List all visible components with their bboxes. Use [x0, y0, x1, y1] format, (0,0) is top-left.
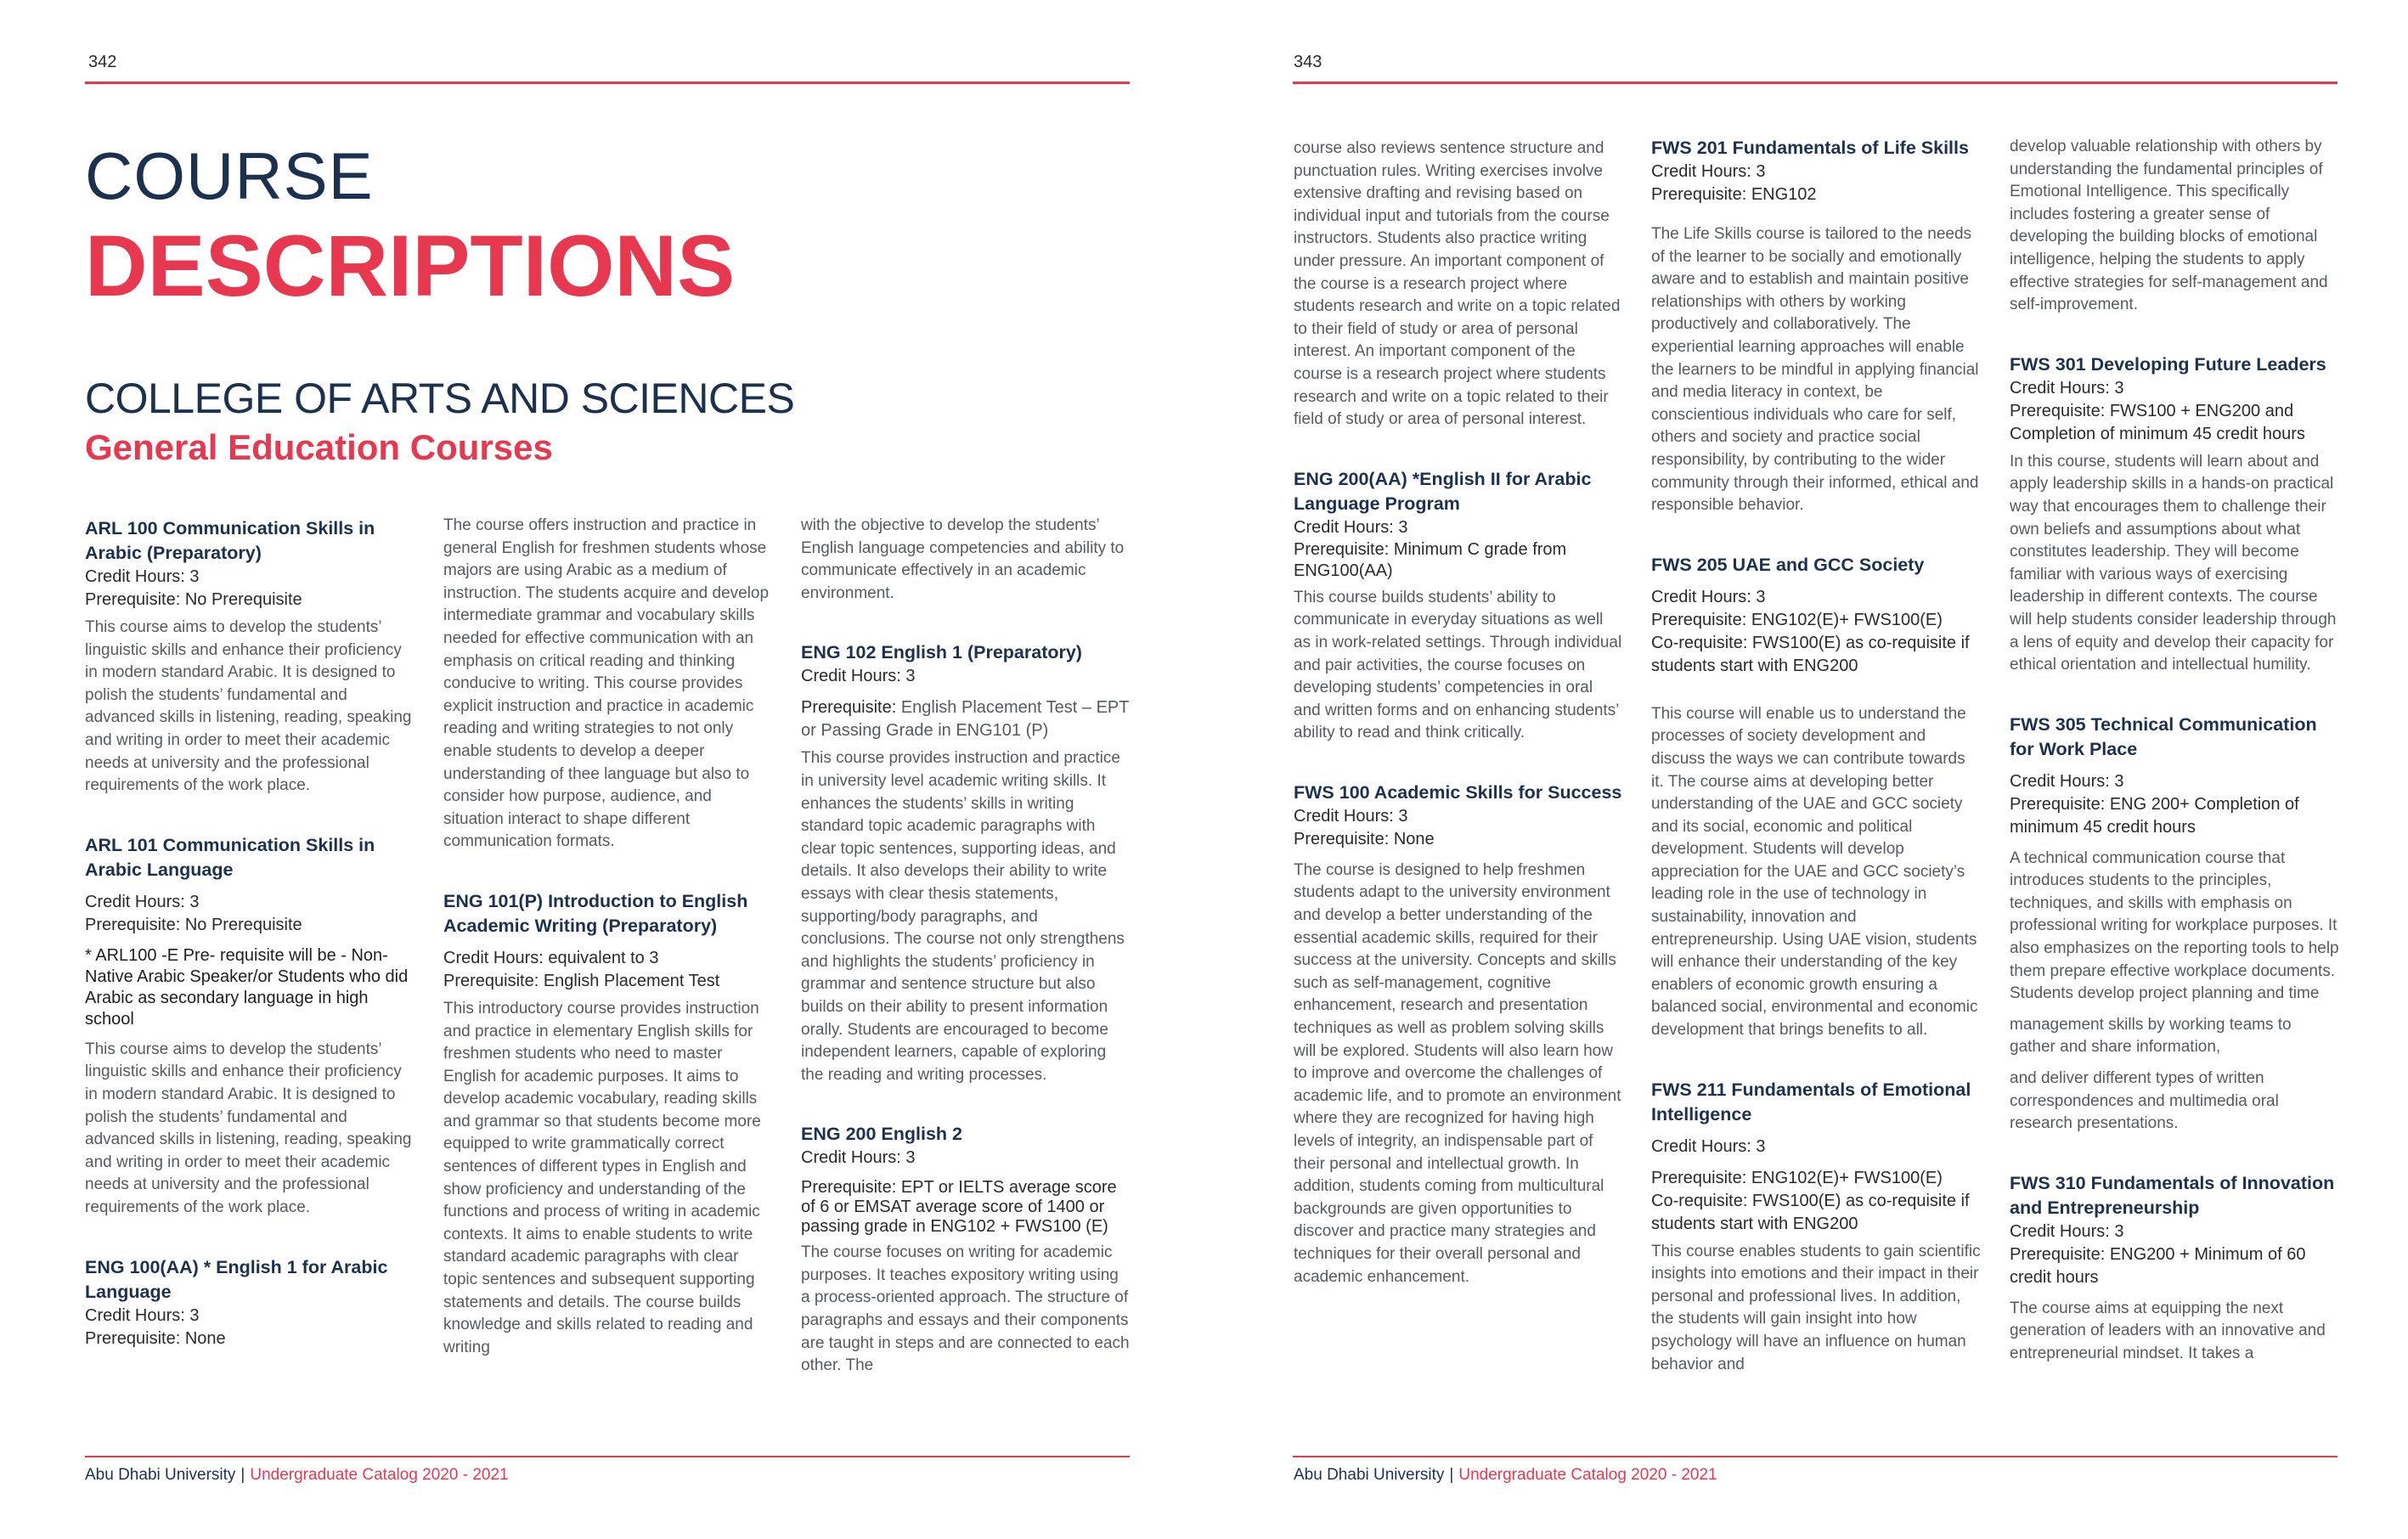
column-1 [85, 516, 414, 1386]
credit-hours: Credit Hours: 3 [85, 567, 200, 586]
credit-hours: Credit Hours: 3 [1651, 587, 1766, 606]
course-description: course also reviews sentence structure and punctuation rules. Writing exercises involve extensive drafting and revising based on individual input and tutorials from the course instructors. Students also practice writing under pressure. An important component of the course is a research project where students research and write on a topic related to their field of study or area of personal interest. An important component of the course is a research project where students research and write on a topic related to their field of study or area of personal interest. [1294, 139, 1621, 429]
course-fws211-continued [2010, 136, 2339, 317]
course-eng101p-continued [801, 515, 1131, 605]
column-6 [2010, 136, 2339, 1401]
page-title-course: COURSE [85, 138, 374, 213]
prerequisite: Prerequisite: ENG102(E)+ FWS100(E) [1651, 1168, 1943, 1187]
course-title: FWS 305 Technical Communication for Work Place [2010, 713, 2317, 759]
header-rule-right [1293, 82, 2338, 84]
course-description: and deliver different types of written correspondences and multimedia oral research presentations. [2010, 1069, 2279, 1133]
footer-rule-right [1293, 1456, 2338, 1457]
course-description: The course focuses on writing for academic purposes. It teaches expository writing using a process-oriented approach. The structure of paragraphs and essays and their components are taught in steps and are connected to each other. The [801, 1243, 1130, 1375]
course-title: ARL 101 Communication Skills in Arabic Language [85, 834, 375, 880]
prerequisite: Prerequisite: None [85, 1328, 226, 1348]
course-description: The course aims at equipping the next generation of leaders with an innovative and entrepreneurial mindset. It takes a [2010, 1299, 2326, 1362]
course-eng101p [443, 889, 773, 1360]
page-number-left: 342 [88, 53, 117, 71]
course-title: ENG 101(P) Introduction to English Academic Writing (Preparatory) [443, 890, 748, 936]
course-description: This course builds students’ ability to communicate in everyday situations as well as in work-related settings. Through individual and pair activities, the course focuses on developing students’ competencies in oral and written forms and on enhancing students’ ability to read and think critically. [1294, 588, 1622, 742]
course-fws100 [1294, 781, 1623, 1288]
course-description: with the objective to develop the students’ English language competencies and ability to communicate effectively in an academic environment. [801, 516, 1125, 602]
prerequisite: Prerequisite: None [1294, 829, 1435, 848]
credit-hours: Credit Hours: 3 [2010, 378, 2124, 397]
prerequisite: Prerequisite: FWS100 + ENG200 and Completion of minimum 45 credit hours [2010, 401, 2305, 443]
footer-catalog: Undergraduate Catalog 2020 - 2021 [250, 1466, 509, 1484]
course-title: ENG 100(AA) * English 1 for Arabic Language [85, 1256, 388, 1302]
course-description: The Life Skills course is tailored to the needs of the learner to be socially and emotionally aware and to establish and maintain positive relationships with others by working productively and collaboratively. The experiential learning approaches will enable the learners to be mindful in applying financial and media literacy in context, be conscientious individuals who care for self, others and society and practice social responsibility, by contributing to the wider community through their informed, ethical and responsible behavior. [1651, 225, 1979, 515]
course-title: FWS 301 Developing Future Leaders [2010, 353, 2326, 375]
footer-right [1294, 1466, 1717, 1485]
section-heading: General Education Courses [85, 427, 553, 467]
footer-org: Abu Dhabi University [1294, 1466, 1445, 1484]
course-description: The course is designed to help freshmen students adapt to the university environment and develop a better understanding of the essential academic skills, required for their success at the university. Concepts and skills such as self-management, cognitive enhancement, research and presentation techniques as well as problem solving skills will be explored. Students will also learn how to improve and overcome the challenges of academic life, and to promote an environment where they are recognized for having high levels of integrity, an indispensable part of their personal and intellectual growth. In addition, students coming from multicultural backgrounds are given opportunities to discover and practice many strategies and techniques for their overall personal and academic enhancement. [1294, 860, 1621, 1286]
course-title: FWS 201 Fundamentals of Life Skills [1651, 138, 1969, 158]
prerequisite-label: Prerequisite: [801, 698, 897, 718]
course-description: This course will enable us to understand the processes of society development and discuss the ways we can contribute towards it. The course aims at developing better understanding of the UAE and GCC society and its social, economic and political development. Students will develop appreciation for the UAE and GCC society’s leading role in the use of technology in sustainability, innovation and entrepreneurship. Using UAE vision, students will enhance their understanding of the key enablers of economic growth ensuring a balanced social, environmental and economic development that brings benefits to all. [1651, 704, 1978, 1040]
header-rule-left [85, 82, 1130, 84]
course-title: FWS 205 UAE and GCC Society [1651, 554, 1925, 575]
course-description: This course enables students to gain scientific insights into emotions and their impact in their personal and professional lives. In addition, the students will gain insight into how psychology will have an influence on human behavior and [1651, 1242, 1981, 1373]
course-title: ENG 200 English 2 [801, 1124, 962, 1145]
footer-rule-left [85, 1456, 1130, 1457]
credit-hours: Credit Hours: 3 [1651, 162, 1766, 181]
credit-hours: Credit Hours: 3 [801, 667, 916, 686]
course-eng100aa-continued [443, 515, 773, 854]
course-description: This introductory course provides instruction and practice in elementary English skills for freshmen students who need to master English for academic purposes. It aims to develop academic vocabulary, reading skills and grammar so that students become more equipped to write grammatically correct sentences of different types in English and show proficiency and understanding of the functions and process of writing in academic contexts. It aims to enable students to write standard academic paragraphs with clear topic sentences and subsequent supporting statements and details. The course builds knowledge and skills related to reading and writing [443, 999, 761, 1356]
credit-hours: Credit Hours: equivalent to 3 [443, 948, 659, 967]
course-description: develop valuable relationship with others by understanding the fundamental principles of Emotional Intelligence. This specifically includes fostering a greater sense of developing the building blocks of emotional intelligence, helping the students to apply effective strategies for self-management and self-improvement. [2010, 138, 2328, 314]
course-title: ENG 200(AA) *English II for Arabic Language Program [1294, 468, 1592, 514]
footer-separator: | [1449, 1466, 1454, 1484]
page-title-descriptions: DESCRIPTIONS [85, 217, 736, 314]
footer-separator: | [240, 1466, 245, 1484]
college-heading: COLLEGE OF ARTS AND SCIENCES [85, 375, 795, 422]
course-fws305 [2010, 713, 2339, 1136]
corequisite: Co-requisite: FWS100(E) as co-requisite if students start with ENG200 [1651, 633, 1970, 675]
page-number-right: 343 [1294, 53, 1322, 71]
footer-catalog: Undergraduate Catalog 2020 - 2021 [1458, 1466, 1717, 1484]
course-title: ARL 100 Communication Skills in Arabic (Preparatory) [85, 518, 375, 563]
course-fws301 [2010, 352, 2339, 677]
course-eng102p [801, 640, 1131, 1086]
course-eng200aa [1294, 467, 1623, 745]
course-arl101 [85, 833, 414, 1220]
prerequisite [801, 696, 1131, 742]
credit-hours: Credit Hours: 3 [1651, 1136, 1766, 1156]
prerequisite: Prerequisite: EPT or IELTS average score of 6 or EMSAT average score of 1400 or passing grade in ENG102 + FWS100 (E) [801, 1178, 1117, 1237]
course-title: FWS 211 Fundamentals of Emotional Intelligence [1651, 1079, 1971, 1125]
course-description: This course aims to develop the students’ linguistic skills and enhance their proficiency in modern standard Arabic. It is designed to polish the students’ fundamental and advanced skills in listening, reading, speaking and writing in order to meet their academic needs at university and the professional requirements of the work place. [85, 1040, 412, 1216]
column-5 [1651, 136, 1981, 1412]
credit-hours: Credit Hours: 3 [801, 1148, 916, 1168]
footer-left [85, 1466, 509, 1485]
column-4 [1294, 138, 1623, 1324]
column-3 [801, 515, 1131, 1413]
prerequisite: Prerequisite: Minimum C grade from ENG100(AA) [1294, 539, 1567, 580]
credit-hours: Credit Hours: 3 [85, 1305, 200, 1325]
prerequisite: Prerequisite: No Prerequisite [85, 915, 302, 934]
course-title: ENG 102 English 1 (Preparatory) [801, 642, 1082, 663]
course-note: * ARL100 -E Pre- requisite will be - Non-Native Arabic Speaker/or Students who did Arabic as secondary language in high school [85, 945, 409, 1029]
course-fws205 [1651, 553, 1981, 1042]
course-description: A technical communication course that introduces students to the principles, techniques, and skills with emphasis on professional writing for workplace purposes. It also emphasizes on the reporting tools to help them prepare effective workplace documents. Students develop project planning and time [2010, 848, 2339, 1003]
prerequisite: Prerequisite: ENG200 + Minimum of 60 credit hours [2010, 1244, 2306, 1287]
column-2 [443, 515, 773, 1395]
credit-hours: Credit Hours: 3 [1294, 806, 1408, 826]
course-description: This course provides instruction and practice in university level academic writing skills. It enhances the students’ skills in writing standard topic academic paragraphs with clear topic sentences, supporting ideas, and details. It also develops their ability to write essays with clear thesis statements, supporting/body paragraphs, and conclusions. The course not only strengthens and highlights the students’ proficiency in grammar and sentence structure but also builds on their ability to present information orally. Students are encouraged to become independent learners, capable of exploring the reading and writing processes. [801, 749, 1125, 1084]
course-fws211 [1651, 1078, 1981, 1377]
course-eng200-continued [1294, 138, 1623, 431]
course-arl100 [85, 516, 414, 798]
footer-org: Abu Dhabi University [85, 1466, 236, 1484]
course-title: FWS 100 Academic Skills for Success [1294, 781, 1622, 803]
course-description: This course aims to develop the students’ linguistic skills and enhance their proficiency in modern standard Arabic. It is designed to polish the students’ fundamental and advanced skills in listening, reading, speaking and writing in order to meet their academic needs at university and the professional requirements of the work place. [85, 618, 412, 795]
credit-hours: Credit Hours: 3 [2010, 771, 2124, 791]
course-eng200 [801, 1122, 1131, 1378]
credit-hours: Credit Hours: 3 [1294, 517, 1408, 537]
prerequisite: Prerequisite: English Placement Test [443, 971, 720, 990]
credit-hours: Credit Hours: 3 [85, 892, 200, 911]
credit-hours: Credit Hours: 3 [2010, 1221, 2124, 1241]
course-fws201 [1651, 136, 1981, 517]
course-eng100aa [85, 1255, 414, 1350]
prerequisite: Prerequisite: ENG 200+ Completion of minimum 45 credit hours [2010, 794, 2299, 837]
course-fws310 [2010, 1171, 2339, 1366]
prerequisite: Prerequisite: No Prerequisite [85, 590, 302, 609]
course-description: In this course, students will learn about and apply leadership skills in a hands-on practical way that encourages them to challenge their own beliefs and assumptions about what constitutes leadership. They will become familiar with various ways of exercising leadership in different contexts. The course will help students consider leadership through a lens of equity and develop their capacity for ethical orientation and intellectual humility. [2010, 452, 2337, 674]
prerequisite-value: English Placement Test – EPT or Passing Grade in ENG101 (P) [801, 698, 1130, 741]
prerequisite: Prerequisite: ENG102 [1651, 185, 1817, 204]
course-title: FWS 310 Fundamentals of Innovation and Entrepreneurship [2010, 1172, 2335, 1218]
course-description: The course offers instruction and practice in general English for freshmen students whose majors are using Arabic as a medium of instruction. The students acquire and develop intermediate grammar and vocabulary skills needed for effective communication with an emphasis on critical reading and thinking conducive to writing. This course provides explicit instruction and practice in academic reading and writing strategies to not only enable students to develop a deeper understanding of thee language but also to consider how purpose, audience, and situation interact to shape different communication formats. [443, 516, 770, 851]
course-description: management skills by working teams to gather and share information, [2010, 1015, 2292, 1057]
prerequisite: Prerequisite: ENG102(E)+ FWS100(E) [1651, 610, 1943, 629]
corequisite: Co-requisite: FWS100(E) as co-requisite if students start with ENG200 [1651, 1191, 1970, 1233]
